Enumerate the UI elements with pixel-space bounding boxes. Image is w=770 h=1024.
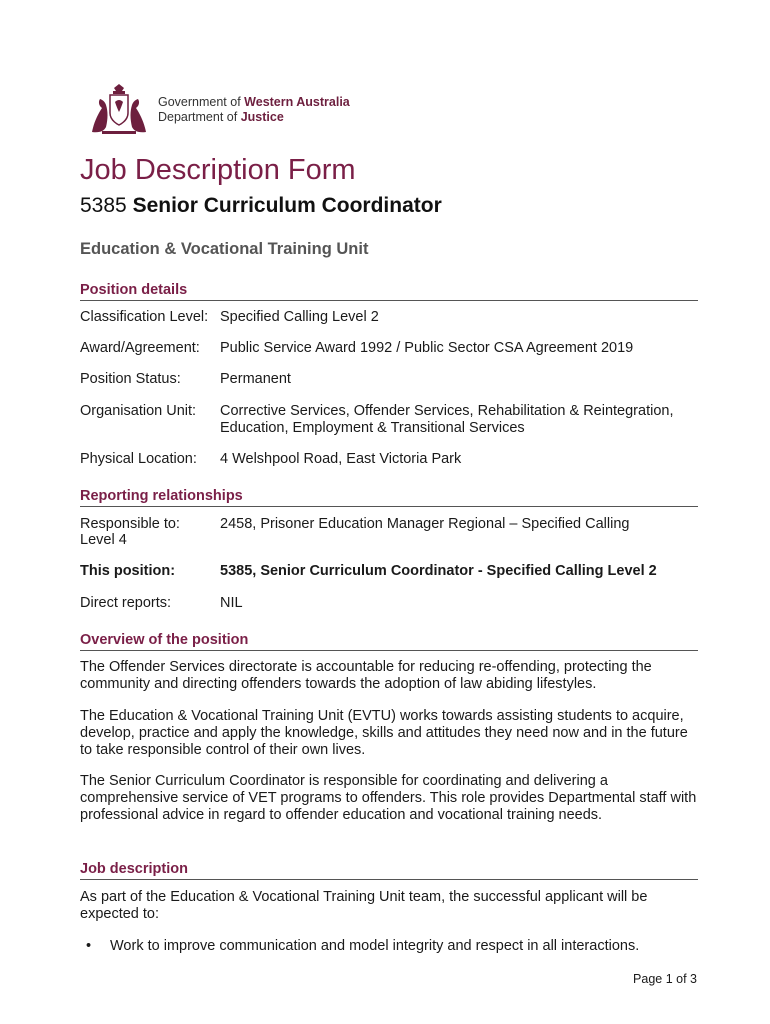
detail-row — [80, 340, 698, 357]
section-heading-overview: Overview of the position — [80, 632, 698, 651]
document-title: Job Description Form — [80, 154, 356, 186]
this-position-value: 5385, Senior Curriculum Coordinator - Specified Calling Level 2 — [220, 563, 657, 579]
responsible-value: 2458, Prisoner Education Manager Regional – Specified Calling — [220, 516, 630, 532]
direct-reports-label: Direct reports: — [80, 595, 172, 611]
header — [84, 82, 350, 138]
detail-row — [80, 451, 698, 468]
direct-reports-value: NIL — [220, 595, 243, 611]
detail-label: Position Status: — [80, 371, 181, 387]
page-number: Page 1 of 3 — [633, 972, 697, 986]
reporting-row-direct-reports — [80, 595, 698, 612]
detail-label: Organisation Unit: — [80, 403, 197, 419]
job-description-intro: As part of the Education & Vocational Training Unit team, the successful applicant will be expected to: — [80, 889, 648, 922]
detail-value: Public Service Award 1992 / Public Sector CSA Agreement 2019 — [220, 340, 634, 356]
bullet-icon: • — [86, 938, 92, 954]
detail-label: Physical Location: — [80, 451, 197, 467]
overview-paragraph: The Senior Curriculum Coordinator is responsible for coordinating and delivering a comprehensive service of VET programs to offenders. This role provides Departmental staff with professional advice in regard to offender education and vocational training needs. — [80, 773, 697, 823]
org-prefix: Government of — [158, 95, 241, 109]
reporting-row-continued — [80, 532, 698, 549]
section-heading-position-details: Position details — [80, 282, 698, 301]
dept-name: Justice — [240, 110, 284, 124]
detail-value: 4 Welshpool Road, East Victoria Park — [220, 451, 462, 467]
reporting-row-this-position — [80, 563, 698, 580]
organisation-name — [158, 95, 350, 125]
detail-value: Permanent — [220, 371, 291, 387]
detail-row — [80, 309, 698, 326]
this-position-label: This position: — [80, 563, 176, 579]
detail-row — [80, 371, 698, 388]
responsible-continued: Level 4 — [80, 532, 127, 548]
coat-of-arms-logo — [84, 82, 154, 138]
dept-prefix: Department of — [158, 110, 238, 124]
section-heading-reporting: Reporting relationships — [80, 488, 698, 507]
section-heading-job-description: Job description — [80, 861, 698, 880]
org-name: Western Australia — [244, 95, 350, 109]
overview-paragraph: The Education & Vocational Training Unit (EVTU) works towards assisting students to acquire, develop, practice and apply the knowledge, skills and attitudes they need now and in the future to take responsible control of their own lives. — [80, 708, 688, 758]
detail-value: Specified Calling Level 2 — [220, 309, 379, 325]
responsible-label: Responsible to: — [80, 516, 180, 532]
position-title: Senior Curriculum Coordinator — [132, 194, 442, 217]
detail-label: Award/Agreement: — [80, 340, 200, 356]
reporting-row-responsible — [80, 516, 698, 533]
position-heading — [80, 194, 442, 218]
detail-value: Corrective Services, Offender Services, Rehabilitation & Reintegration, Education, Employment & Transitional Services — [220, 403, 674, 436]
list-item-text: Work to improve communication and model integrity and respect in all interactions. — [110, 938, 640, 954]
unit-name: Education & Vocational Training Unit — [80, 240, 369, 258]
position-number: 5385 — [80, 194, 127, 217]
list-item — [80, 938, 698, 955]
overview-paragraph: The Offender Services directorate is accountable for reducing re-offending, protecting the community and directing offenders towards the adoption of law abiding lifestyles. — [80, 659, 652, 692]
detail-row — [80, 403, 698, 437]
detail-label: Classification Level: — [80, 309, 209, 325]
